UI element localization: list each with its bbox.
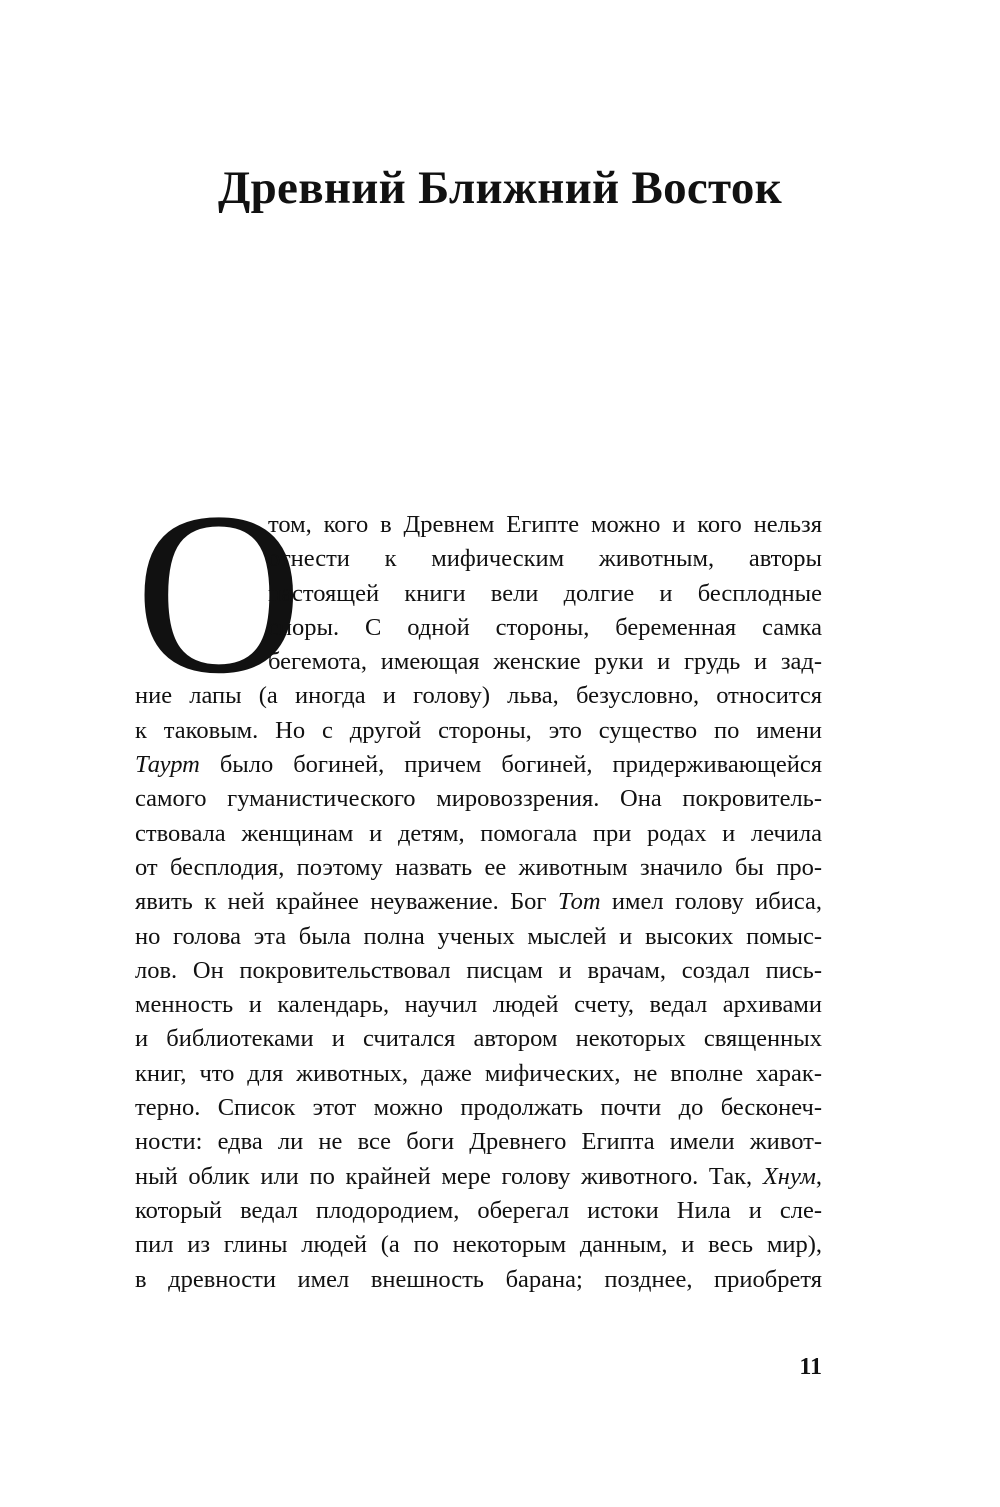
text-run: к таковым. Но с другой стороны, это существо по имени: [135, 716, 822, 744]
text-line: [135, 1057, 822, 1091]
page-number: 11: [799, 1354, 822, 1380]
text-line: [135, 645, 822, 679]
text-run: от бесплодия, поэтому назвать ее животным значило бы про-: [135, 853, 822, 881]
text-line: [135, 954, 822, 988]
text-run: том, кого в Древнем Египте можно и кого нельзя: [268, 511, 822, 538]
text-line: [135, 611, 822, 645]
text-line: [135, 988, 822, 1022]
text-run: настоящей книги вели долгие и бесплодные: [268, 579, 822, 607]
text-line: [135, 748, 822, 782]
text-run: ный облик или по крайней мере голову животного. Так,: [135, 1162, 763, 1190]
text-line: [135, 782, 822, 816]
text-run: самого гуманистического мировоззрения. Она покровитель-: [135, 785, 822, 813]
text-line: [135, 679, 822, 713]
italic-name: Хнум: [762, 1162, 816, 1190]
text-line: [135, 817, 822, 851]
text-run: менность и календарь, научил людей счету, ведал архивами: [135, 991, 822, 1019]
body-paragraph: [135, 508, 822, 1297]
text-line: [135, 1263, 822, 1297]
drop-cap: О: [135, 465, 303, 722]
italic-name: Тот: [557, 888, 601, 916]
text-run: споры. С одной стороны, беременная самка: [268, 613, 822, 641]
text-line: [135, 851, 822, 885]
text-line: [135, 508, 822, 542]
text-run: ствовала женщинам и детям, помогала при родах и лечила: [135, 819, 822, 847]
text-line: [135, 920, 822, 954]
text-run: пил из глины людей (а по некоторым данным, и весь мир),: [135, 1231, 822, 1259]
text-line: [135, 577, 822, 611]
chapter-title: Древний Ближний Восток: [217, 162, 783, 214]
text-run: явить к ней крайнее неуважение. Бог: [135, 888, 558, 916]
text-line: [135, 885, 822, 919]
text-line: [135, 1022, 822, 1056]
text-run: было богиней, причем богиней, придерживающейся: [199, 751, 822, 779]
text-run: терно. Список этот можно продолжать почти до бесконеч-: [135, 1094, 822, 1122]
text-run: лов. Он покровительствовал писцам и врачам, создал пись-: [135, 956, 822, 984]
text-line: [135, 542, 822, 576]
text-run: и библиотеками и считался автором некоторых священных: [135, 1025, 822, 1053]
text-run: ние лапы (а иногда и голову) льва, безусловно, относится: [135, 682, 822, 710]
text-line: [135, 1125, 822, 1159]
text-run: имел голову ибиса,: [600, 888, 822, 916]
text-run: ,: [815, 1162, 822, 1190]
italic-name: Таурт: [135, 751, 200, 779]
text-run: но голова эта была полна ученых мыслей и высоких помыс-: [135, 922, 822, 950]
text-run: ности: едва ли не все боги Древнего Египта имели живот-: [135, 1128, 822, 1156]
text-line: [135, 1228, 822, 1262]
text-run: бегемота, имеющая женские руки и грудь и зад-: [268, 648, 822, 676]
text-run: отнести к мифическим животным, авторы: [268, 545, 822, 573]
text-line: [135, 1194, 822, 1228]
text-line: [135, 714, 822, 748]
text-run: в древности имел внешность барана; позднее, приобретя: [135, 1265, 822, 1293]
text-run: книг, что для животных, даже мифических, не вполне харак-: [135, 1059, 822, 1087]
text-line: [135, 1091, 822, 1125]
text-line: [135, 1160, 822, 1194]
text-run: который ведал плодородием, оберегал истоки Нила и сле-: [135, 1196, 822, 1224]
